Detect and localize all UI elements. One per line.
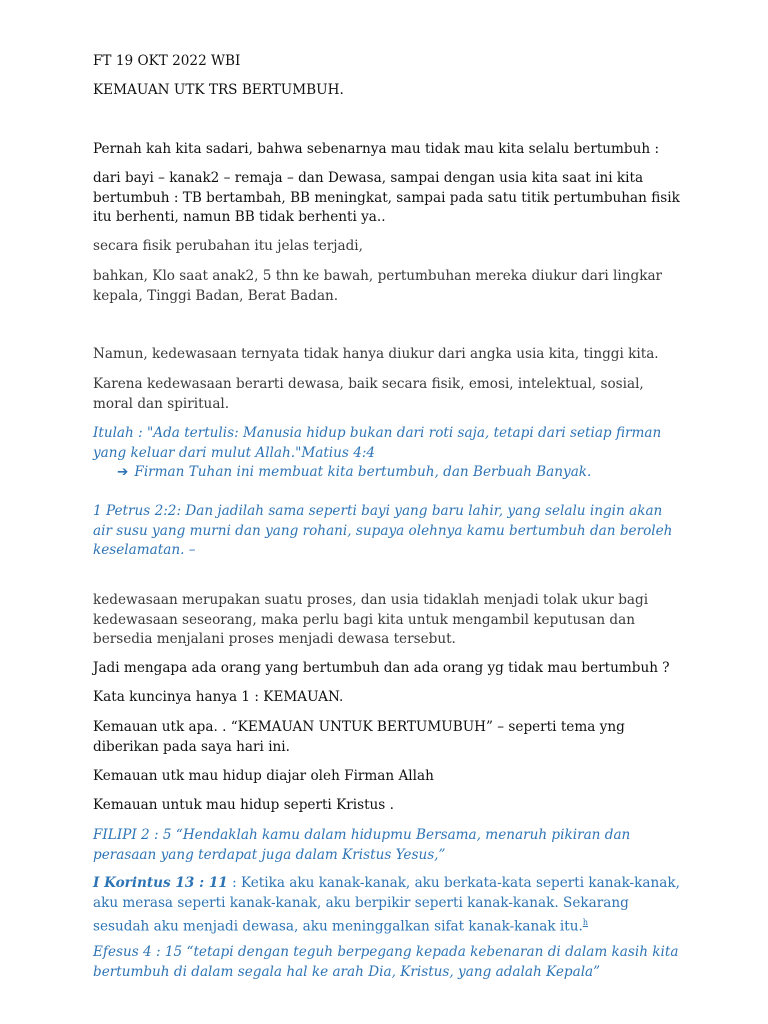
- scripture-korintus: [93, 874, 683, 937]
- arrow-right-icon: ➔: [117, 464, 129, 480]
- paragraph-5: Namun, kedewasaan ternyata tidak hanya diukur dari angka usia kita, tinggi kita.: [93, 346, 659, 362]
- arrow-bullet-line: [117, 463, 707, 483]
- date-line: FT 19 OKT 2022 WBI: [93, 53, 241, 69]
- paragraph-2: dari bayi – kanak2 – remaja – dan Dewasa, sampai dengan usia kita saat ini kita bertumbuh : TB bertambah, BB meningkat, sampai pada satu titik pertumbuhan fisik itu berhenti, namun BB tidak berhenti ya..: [93, 170, 680, 226]
- paragraph-1: Pernah kah kita sadari, bahwa sebenarnya mau tidak mau kita selalu bertumbuh :: [93, 141, 660, 157]
- korintus-text: : Ketika aku kanak-kanak, aku berkata-kata seperti kanak-kanak, aku merasa seperti kanak-kanak, aku berpikir seperti kanak-kanak. Sekarang sesudah aku menjadi dewasa, aku meninggalkan sifat kanak-kanak itu.: [93, 875, 680, 935]
- paragraph-3: secara fisik perubahan itu jelas terjadi,: [93, 238, 363, 254]
- scripture-petrus: 1 Petrus 2:2: Dan jadilah sama seperti bayi yang baru lahir, yang selalu ingin akan air susu yang murni dan yang rohani, supaya olehnya kamu bertumbuh dan beroleh keselamatan. –: [93, 503, 673, 559]
- paragraph-12: Kata kuncinya hanya 1 : KEMAUAN.: [93, 689, 344, 705]
- document-title: KEMAUAN UTK TRS BERTUMBUH.: [93, 82, 344, 98]
- paragraph-15: Kemauan untuk mau hidup seperti Kristus .: [93, 797, 394, 813]
- arrow-bullet-text: Firman Tuhan ini membuat kita bertumbuh, dan Berbuah Banyak.: [134, 464, 592, 480]
- paragraph-13: Kemauan utk apa. . “KEMAUAN UNTUK BERTUMUBUH” – seperti tema yng diberikan pada saya hari ini.: [93, 719, 625, 755]
- paragraph-11: Jadi mengapa ada orang yang bertumbuh dan ada orang yg tidak mau bertumbuh ?: [93, 660, 670, 676]
- footnote-link[interactable]: h: [582, 918, 588, 928]
- scripture-matius: Itulah : "Ada tertulis: Manusia hidup bukan dari roti saja, tetapi dari setiap firman yang keluar dari mulut Allah."Matius 4:4: [93, 425, 662, 461]
- korintus-reference: I Korintus 13 : 11: [93, 875, 228, 891]
- paragraph-4: bahkan, Klo saat anak2, 5 thn ke bawah, pertumbuhan mereka diukur dari lingkar kepala, Tinggi Badan, Berat Badan.: [93, 268, 663, 304]
- paragraph-14: Kemauan utk mau hidup diajar oleh Firman Allah: [93, 768, 434, 784]
- paragraph-6: Karena kedewasaan berarti dewasa, baik secara fisik, emosi, intelektual, sosial, moral dan spiritual.: [93, 376, 644, 412]
- paragraph-10: kedewasaan merupakan suatu proses, dan usia tidaklah menjadi tolak ukur bagi kedewasaan seseorang, maka perlu bagi kita untuk mengambil keputusan dan bersedia menjalani proses menjadi dewasa tersebut.: [93, 592, 649, 648]
- scripture-efesus: Efesus 4 : 15 “tetapi dengan teguh berpegang kepada kebenaran di dalam kasih kita bertumbuh di dalam segala hal ke arah Dia, Kristus, yang adalah Kepala”: [93, 944, 679, 980]
- scripture-filipi: FILIPI 2 : 5 “Hendaklah kamu dalam hidupmu Bersama, menaruh pikiran dan perasaan yang terdapat juga dalam Kristus Yesus,”: [93, 827, 631, 863]
